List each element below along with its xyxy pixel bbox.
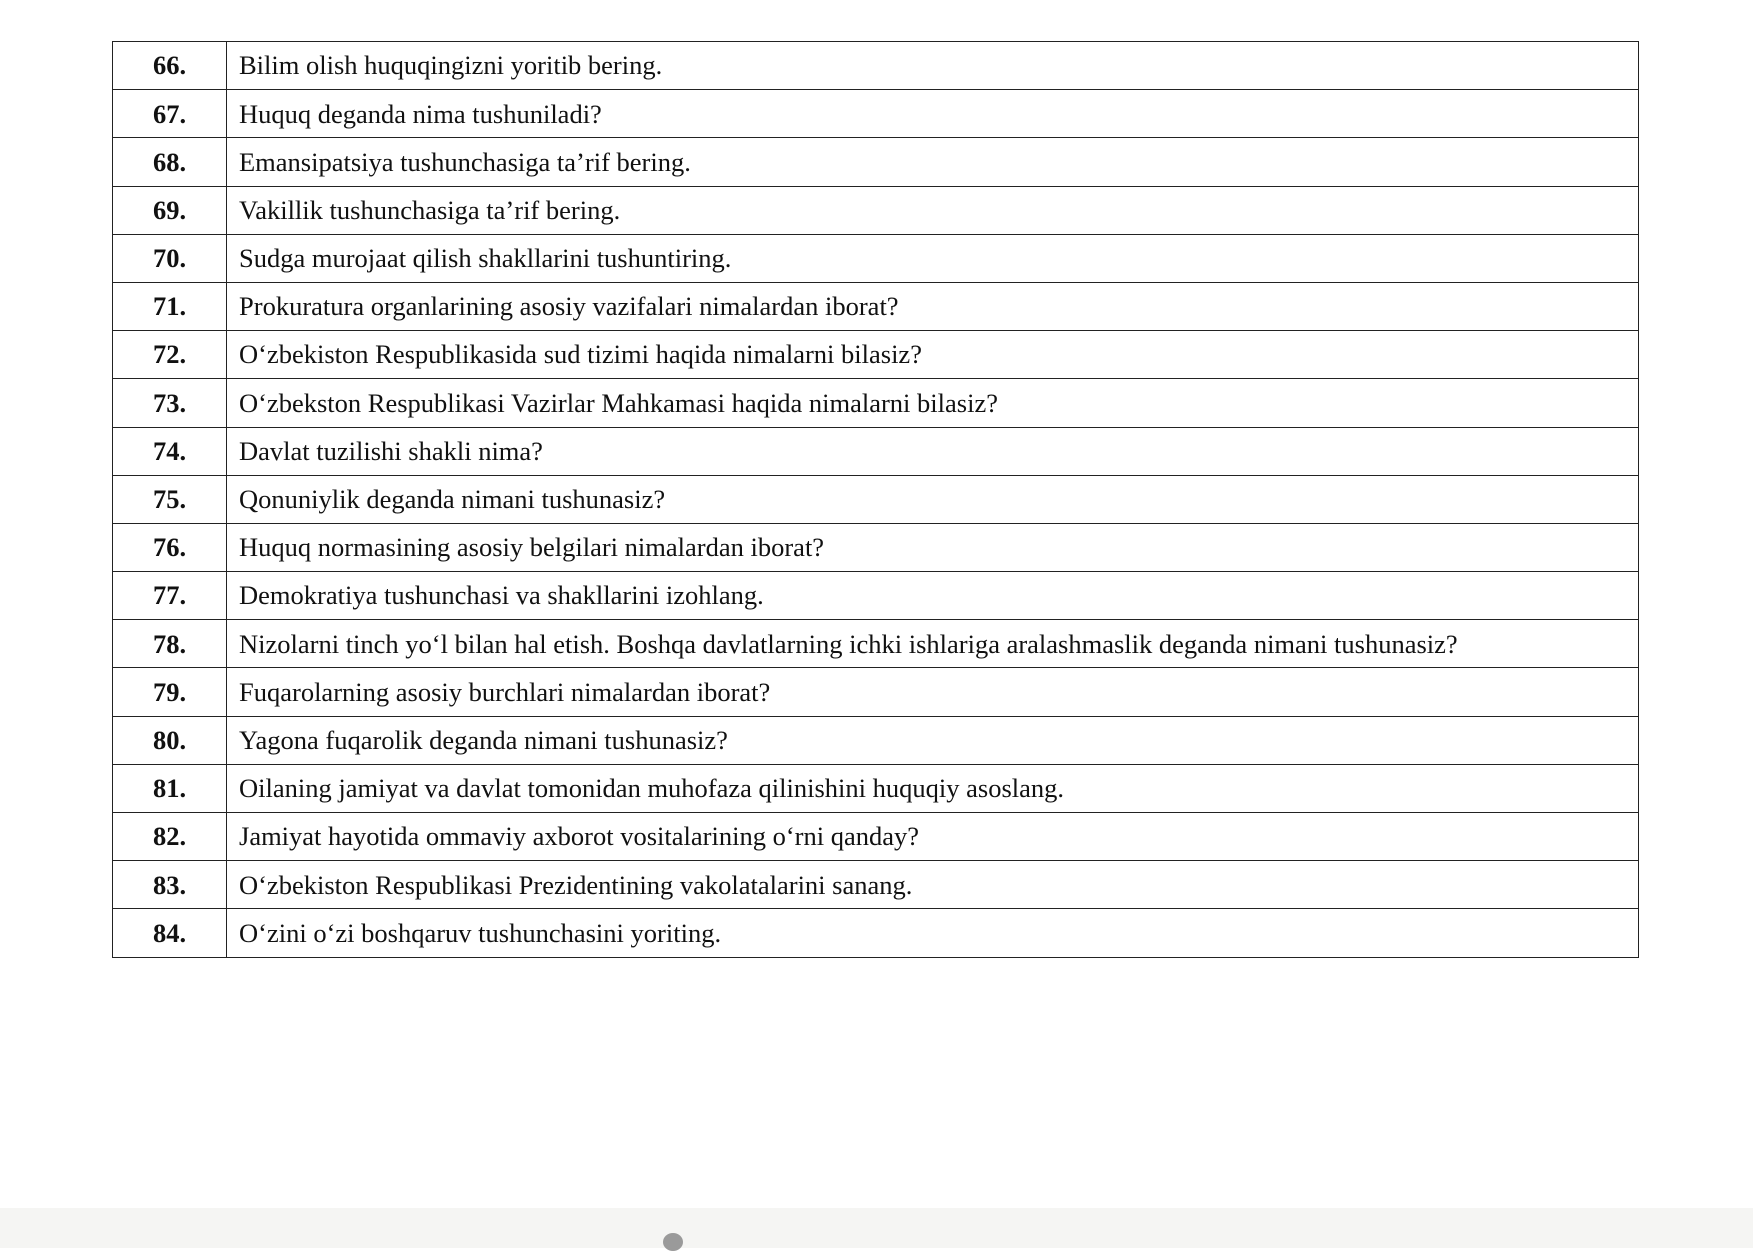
question-number: 79. [113,668,227,716]
table-row [113,331,1639,379]
question-text: O‘zbekston Respublikasi Vazirlar Mahkamasi haqida nimalarni bilasiz? [227,379,1639,427]
question-number: 80. [113,716,227,764]
question-text: Sudga murojaat qilish shakllarini tushuntiring. [227,234,1639,282]
question-text: Huquq deganda nima tushuniladi? [227,90,1639,138]
question-number: 83. [113,861,227,909]
table-row [113,42,1639,90]
question-text: Oilaning jamiyat va davlat tomonidan muhofaza qilinishini huquqiy asoslang. [227,764,1639,812]
question-number: 84. [113,909,227,957]
question-text: Yagona fuqarolik deganda nimani tushunasiz? [227,716,1639,764]
question-text: Prokuratura organlarining asosiy vazifalari nimalardan iborat? [227,282,1639,330]
table-row [113,861,1639,909]
table-row [113,138,1639,186]
table-row [113,523,1639,571]
question-text: Emansipatsiya tushunchasiga ta’rif bering. [227,138,1639,186]
table-row [113,475,1639,523]
table-row [113,427,1639,475]
question-number: 70. [113,234,227,282]
question-text: Jamiyat hayotida ommaviy axborot vositalarining o‘rni qanday? [227,813,1639,861]
question-number: 76. [113,523,227,571]
question-text: Vakillik tushunchasiga ta’rif bering. [227,186,1639,234]
question-text: Nizolarni tinch yo‘l bilan hal etish. Boshqa davlatlarning ichki ishlariga aralashmaslik deganda nimani tushunasiz? [227,620,1639,668]
question-number: 82. [113,813,227,861]
question-number: 67. [113,90,227,138]
table-row [113,620,1639,668]
questions-table-body [113,42,1639,958]
question-text: O‘zini o‘zi boshqaruv tushunchasini yoriting. [227,909,1639,957]
question-number: 78. [113,620,227,668]
question-number: 66. [113,42,227,90]
scan-artifact [663,1233,683,1251]
table-row [113,813,1639,861]
question-text: Bilim olish huquqingizni yoritib bering. [227,42,1639,90]
question-text: Huquq normasining asosiy belgilari nimalardan iborat? [227,523,1639,571]
question-text: O‘zbekiston Respublikasida sud tizimi haqida nimalarni bilasiz? [227,331,1639,379]
table-row [113,379,1639,427]
question-number: 69. [113,186,227,234]
table-row [113,716,1639,764]
question-number: 77. [113,572,227,620]
question-text: Fuqarolarning asosiy burchlari nimalardan iborat? [227,668,1639,716]
scan-bottom-strip [0,1208,1753,1248]
question-number: 81. [113,764,227,812]
table-row [113,668,1639,716]
question-number: 75. [113,475,227,523]
question-number: 71. [113,282,227,330]
table-row [113,282,1639,330]
question-number: 73. [113,379,227,427]
question-text: Demokratiya tushunchasi va shakllarini izohlang. [227,572,1639,620]
table-row [113,909,1639,957]
table-row [113,234,1639,282]
table-row [113,90,1639,138]
table-row [113,764,1639,812]
question-text: Davlat tuzilishi shakli nima? [227,427,1639,475]
question-text: O‘zbekiston Respublikasi Prezidentining vakolatalarini sanang. [227,861,1639,909]
question-number: 72. [113,331,227,379]
question-number: 68. [113,138,227,186]
table-row [113,572,1639,620]
questions-table [112,41,1639,958]
question-number: 74. [113,427,227,475]
table-row [113,186,1639,234]
question-text: Qonuniylik deganda nimani tushunasiz? [227,475,1639,523]
